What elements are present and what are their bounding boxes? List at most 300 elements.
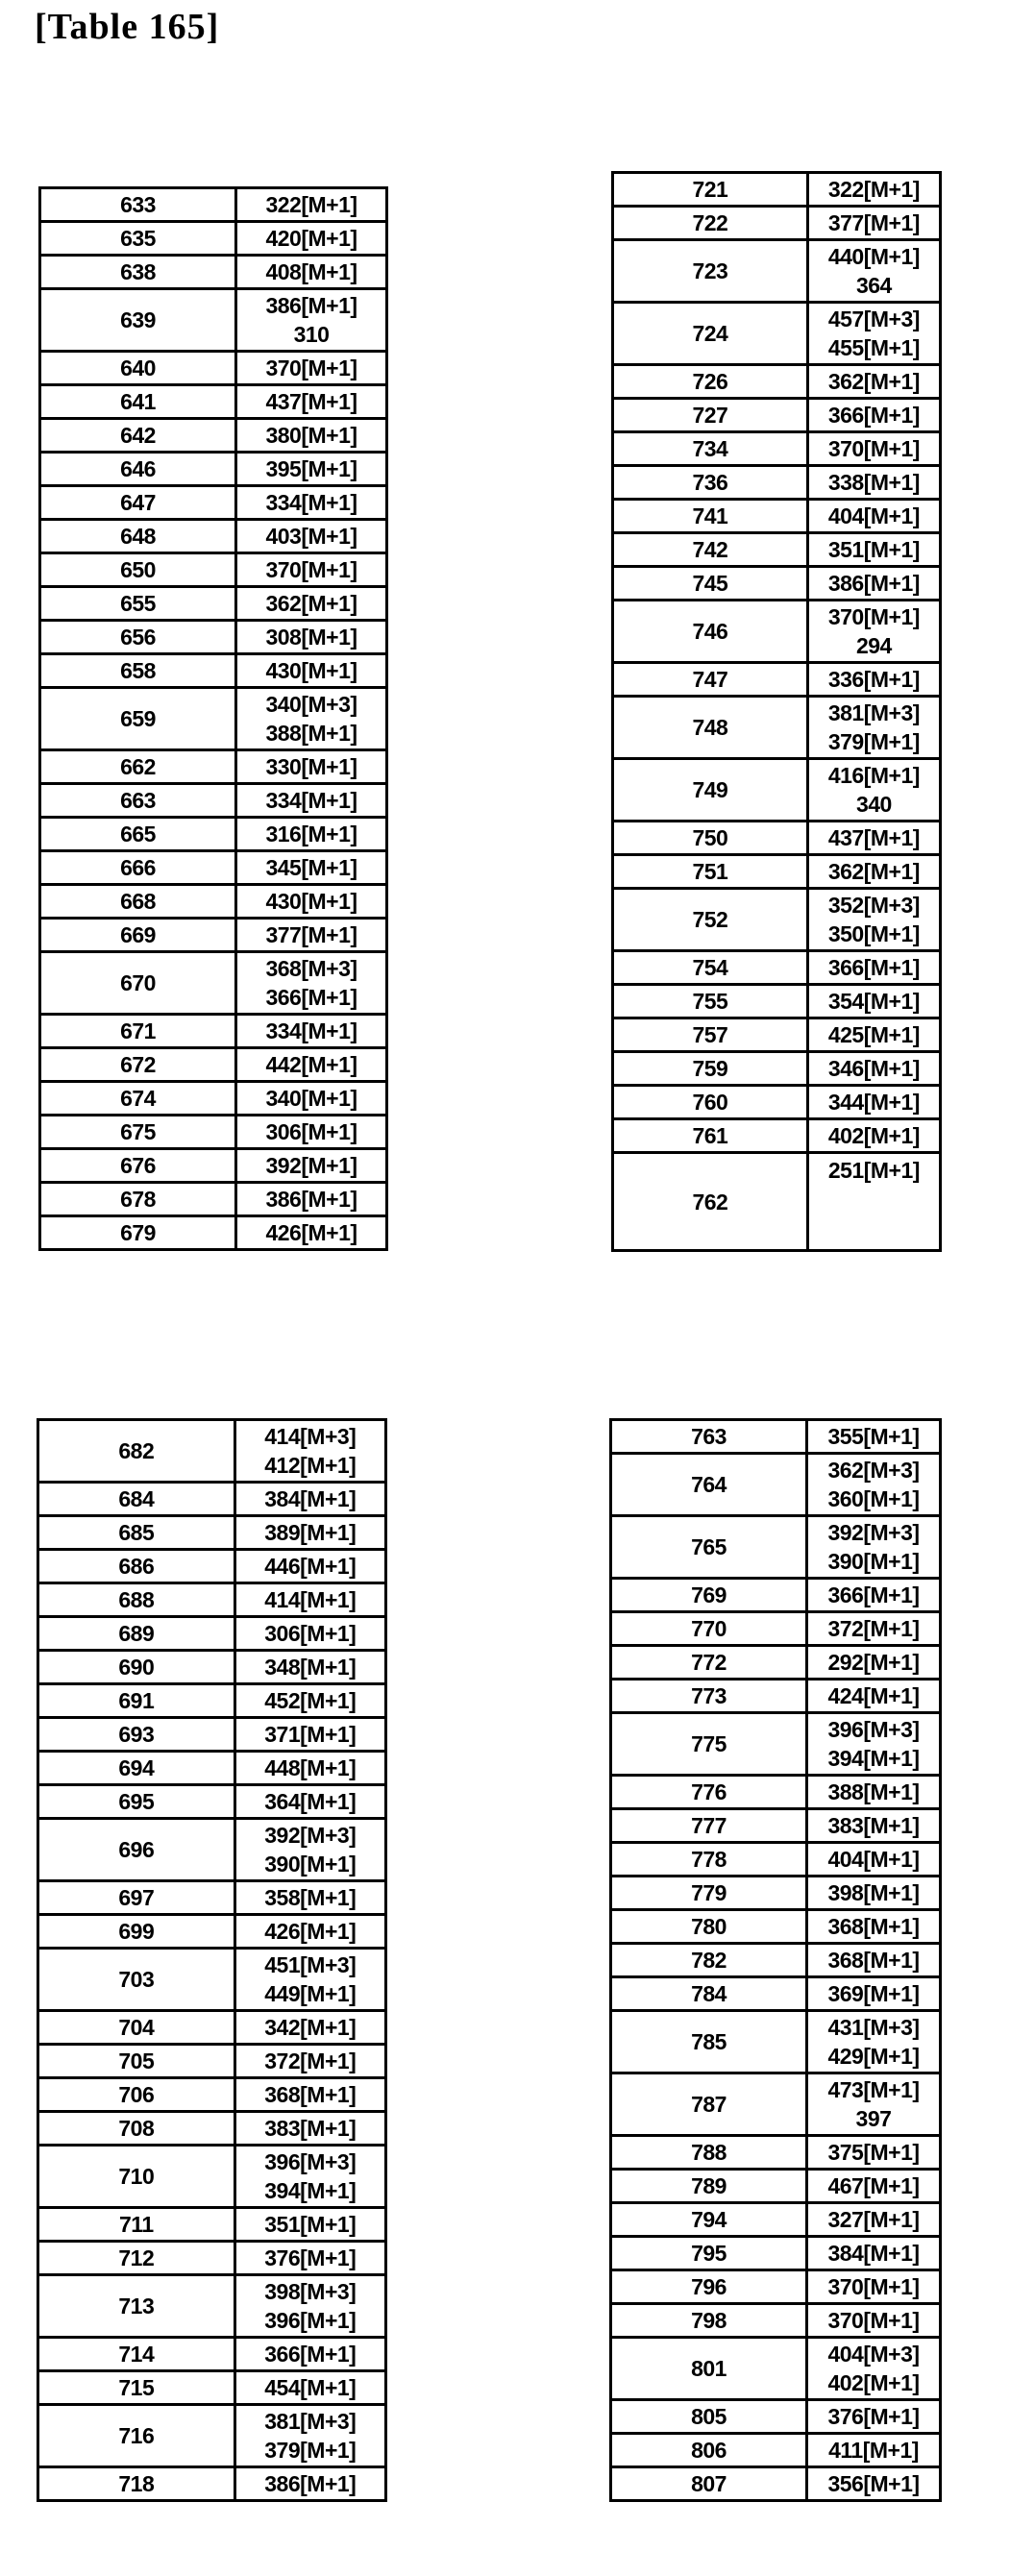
table-row	[614, 534, 939, 568]
mass-peak-cell: 451[M+3] 449[M+1]	[264, 1952, 357, 2006]
mass-peak-cell: 381[M+3] 379[M+1]	[264, 2409, 357, 2463]
compound-number-cell: 674	[41, 1083, 237, 1114]
compound-number-cell: 763	[612, 1421, 808, 1452]
table-row	[614, 601, 939, 664]
mass-peak-cell: 316[M+1]	[265, 822, 357, 846]
compound-number-cell: 648	[41, 521, 237, 552]
table-row	[614, 568, 939, 601]
compound-number-cell: 716	[39, 2406, 236, 2466]
compound-number-cell: 686	[39, 1551, 236, 1582]
compound-number-cell: 647	[41, 487, 237, 518]
mass-peak-cell: 354[M+1]	[827, 989, 920, 1014]
table-row	[39, 2276, 384, 2339]
mass-peak-cell: 355[M+1]	[827, 1424, 920, 1449]
data-table-top-left	[38, 186, 388, 1251]
mass-peak-cell: 398[M+3] 396[M+1]	[264, 2279, 357, 2333]
mass-peak-cell: 392[M+3] 390[M+1]	[264, 1823, 357, 1877]
table-row	[612, 1945, 939, 1978]
mass-peak-cell: 352[M+3] 350[M+1]	[827, 893, 920, 946]
compound-number-cell: 778	[612, 1844, 808, 1875]
table-row	[41, 1150, 385, 1184]
compound-number-cell: 689	[39, 1618, 236, 1649]
compound-number-cell: 650	[41, 554, 237, 585]
compound-number-cell: 762	[614, 1154, 809, 1249]
compound-number-cell: 658	[41, 655, 237, 686]
mass-peak-cell: 392[M+1]	[265, 1153, 357, 1178]
mass-peak-cell: 306[M+1]	[264, 1621, 357, 1646]
table-row	[39, 1618, 384, 1652]
mass-peak-cell: 437[M+1]	[827, 825, 920, 850]
compound-number-cell: 693	[39, 1719, 236, 1750]
mass-peak-cell: 351[M+1]	[264, 2212, 357, 2237]
compound-number-cell: 662	[41, 751, 237, 782]
table-row	[41, 655, 385, 689]
mass-peak-cell: 388[M+1]	[827, 1779, 920, 1804]
compound-number-cell: 789	[612, 2171, 808, 2201]
compound-number-cell: 759	[614, 1053, 809, 1084]
table-row	[39, 2079, 384, 2113]
mass-peak-cell: 381[M+3] 379[M+1]	[827, 700, 920, 754]
compound-number-cell: 777	[612, 1810, 808, 1841]
table-row	[614, 400, 939, 433]
mass-peak-cell: 425[M+1]	[827, 1022, 920, 1047]
table-row	[41, 689, 385, 751]
mass-peak-cell: 348[M+1]	[264, 1655, 357, 1680]
table-row	[41, 223, 385, 257]
compound-number-cell: 806	[612, 2435, 808, 2466]
compound-number-cell: 688	[39, 1584, 236, 1615]
table-row	[612, 1455, 939, 1517]
compound-number-cell: 663	[41, 785, 237, 816]
table-row	[41, 920, 385, 953]
table-row	[39, 2406, 384, 2468]
mass-peak-cell: 383[M+1]	[264, 2116, 357, 2141]
compound-number-cell: 726	[614, 366, 809, 397]
table-row	[41, 454, 385, 487]
mass-peak-cell: 392[M+3] 390[M+1]	[827, 1520, 920, 1574]
mass-peak-cell: 340[M+1]	[265, 1086, 357, 1111]
table-row	[41, 886, 385, 920]
compound-number-cell: 787	[612, 2074, 808, 2134]
compound-number-cell: 646	[41, 454, 237, 484]
compound-number-cell: 779	[612, 1877, 808, 1908]
table-row	[39, 1484, 384, 1517]
mass-peak-cell: 408[M+1]	[265, 259, 357, 284]
compound-number-cell: 712	[39, 2243, 236, 2273]
compound-number-cell: 670	[41, 953, 237, 1013]
mass-peak-cell: 364[M+1]	[264, 1789, 357, 1814]
mass-peak-cell: 358[M+1]	[264, 1885, 357, 1910]
compound-number-cell: 751	[614, 856, 809, 887]
mass-peak-cell: 366[M+1]	[264, 2342, 357, 2367]
table-row	[39, 2339, 384, 2372]
mass-peak-cell: 362[M+1]	[827, 859, 920, 884]
table-row	[41, 521, 385, 554]
mass-peak-cell: 356[M+1]	[827, 2471, 920, 2496]
mass-peak-cell: 403[M+1]	[265, 524, 357, 549]
table-row	[612, 2271, 939, 2305]
mass-peak-cell: 342[M+1]	[264, 2015, 357, 2040]
mass-peak-cell: 473[M+1] 397	[827, 2077, 920, 2131]
mass-peak-cell: 366[M+1]	[827, 955, 920, 980]
mass-peak-cell: 330[M+1]	[265, 754, 357, 779]
mass-peak-cell: 386[M+1]	[265, 1187, 357, 1212]
mass-peak-cell: 251[M+1]	[827, 1158, 920, 1183]
mass-peak-cell: 414[M+1]	[264, 1587, 357, 1612]
table-row	[41, 953, 385, 1016]
compound-number-cell: 770	[612, 1613, 808, 1644]
mass-peak-cell: 376[M+1]	[264, 2245, 357, 2270]
table-row	[39, 2046, 384, 2079]
table-row	[614, 890, 939, 952]
table-row	[41, 1049, 385, 1083]
mass-peak-cell: 366[M+1]	[827, 403, 920, 428]
table-row	[612, 2137, 939, 2171]
mass-peak-cell: 414[M+3] 412[M+1]	[264, 1424, 357, 1478]
mass-peak-cell: 398[M+1]	[827, 1880, 920, 1905]
data-table-top-right	[611, 171, 942, 1252]
table-row	[41, 257, 385, 290]
mass-peak-cell: 384[M+1]	[264, 1486, 357, 1511]
table-row	[614, 856, 939, 890]
mass-peak-cell: 372[M+1]	[264, 2049, 357, 2073]
compound-number-cell: 641	[41, 386, 237, 417]
table-row	[39, 1950, 384, 2012]
table-row	[41, 852, 385, 886]
mass-peak-cell: 386[M+1]	[264, 2471, 357, 2496]
table-row	[39, 1517, 384, 1551]
table-row	[41, 588, 385, 622]
compound-number-cell: 697	[39, 1882, 236, 1913]
compound-number-cell: 642	[41, 420, 237, 451]
mass-peak-cell: 389[M+1]	[264, 1520, 357, 1545]
compound-number-cell: 699	[39, 1916, 236, 1947]
compound-number-cell: 723	[614, 241, 809, 301]
compound-number-cell: 696	[39, 1820, 236, 1879]
table-row	[39, 1421, 384, 1484]
compound-number-cell: 682	[39, 1421, 236, 1481]
mass-peak-cell: 440[M+1] 364	[827, 244, 920, 298]
compound-number-cell: 796	[612, 2271, 808, 2302]
table-row	[614, 366, 939, 400]
mass-peak-cell: 404[M+1]	[827, 503, 920, 528]
table-row	[612, 2468, 939, 2499]
mass-peak-cell: 376[M+1]	[827, 2404, 920, 2429]
mass-peak-cell: 377[M+1]	[827, 210, 920, 235]
compound-number-cell: 782	[612, 1945, 808, 1975]
mass-peak-cell: 369[M+1]	[827, 1981, 920, 2006]
table-row	[614, 467, 939, 501]
compound-number-cell: 691	[39, 1685, 236, 1716]
mass-peak-cell: 377[M+1]	[265, 922, 357, 947]
compound-number-cell: 784	[612, 1978, 808, 2009]
table-row	[614, 698, 939, 760]
table-row	[41, 1217, 385, 1248]
table-row	[612, 1647, 939, 1681]
table-row	[612, 1681, 939, 1714]
data-table-bottom-left	[37, 1418, 387, 2502]
table-row	[39, 1820, 384, 1882]
compound-number-cell: 694	[39, 1753, 236, 1783]
compound-number-cell: 710	[39, 2147, 236, 2206]
compound-number-cell: 776	[612, 1777, 808, 1807]
table-row	[612, 1877, 939, 1911]
mass-peak-cell: 346[M+1]	[827, 1056, 920, 1081]
mass-peak-cell: 457[M+3] 455[M+1]	[827, 307, 920, 360]
table-row	[614, 433, 939, 467]
table-row	[614, 760, 939, 822]
compound-number-cell: 754	[614, 952, 809, 983]
table-row	[39, 2209, 384, 2243]
table-row	[39, 1551, 384, 1584]
compound-number-cell: 715	[39, 2372, 236, 2403]
mass-peak-cell: 340[M+3] 388[M+1]	[265, 692, 357, 746]
compound-number-cell: 742	[614, 534, 809, 565]
mass-peak-cell: 467[M+1]	[827, 2173, 920, 2198]
mass-peak-cell: 322[M+1]	[265, 192, 357, 217]
compound-number-cell: 727	[614, 400, 809, 430]
compound-number-cell: 749	[614, 760, 809, 820]
compound-number-cell: 679	[41, 1217, 237, 1248]
table-row	[39, 1916, 384, 1950]
table-row	[41, 386, 385, 420]
mass-peak-cell: 366[M+1]	[827, 1582, 920, 1607]
table-row	[41, 622, 385, 655]
mass-peak-cell: 351[M+1]	[827, 537, 920, 562]
table-row	[612, 2339, 939, 2401]
compound-number-cell: 695	[39, 1786, 236, 1817]
mass-peak-cell: 454[M+1]	[264, 2375, 357, 2400]
mass-peak-cell: 431[M+3] 429[M+1]	[827, 2015, 920, 2069]
compound-number-cell: 713	[39, 2276, 236, 2336]
mass-peak-cell: 426[M+1]	[264, 1919, 357, 1944]
compound-number-cell: 734	[614, 433, 809, 464]
mass-peak-cell: 327[M+1]	[827, 2207, 920, 2232]
table-row	[612, 1421, 939, 1455]
compound-number-cell: 666	[41, 852, 237, 883]
table-row	[41, 1116, 385, 1150]
compound-number-cell: 747	[614, 664, 809, 695]
table-row	[41, 819, 385, 852]
mass-peak-cell: 368[M+1]	[827, 1914, 920, 1939]
mass-peak-cell: 383[M+1]	[827, 1813, 920, 1838]
compound-number-cell: 795	[612, 2238, 808, 2269]
compound-number-cell: 718	[39, 2468, 236, 2499]
compound-number-cell: 741	[614, 501, 809, 531]
table-row	[41, 1016, 385, 1049]
table-row	[39, 1786, 384, 1820]
table-row	[614, 1120, 939, 1154]
compound-number-cell: 675	[41, 1116, 237, 1147]
mass-peak-cell: 338[M+1]	[827, 470, 920, 495]
mass-peak-cell: 344[M+1]	[827, 1090, 920, 1115]
compound-number-cell: 755	[614, 986, 809, 1017]
table-row	[39, 2372, 384, 2406]
compound-number-cell: 668	[41, 886, 237, 917]
table-row	[41, 487, 385, 521]
compound-number-cell: 752	[614, 890, 809, 949]
mass-peak-cell: 437[M+1]	[265, 389, 357, 414]
table-row	[41, 420, 385, 454]
mass-peak-cell: 404[M+3] 402[M+1]	[827, 2342, 920, 2395]
compound-number-cell: 678	[41, 1184, 237, 1214]
table-row	[39, 1685, 384, 1719]
table-row	[612, 1810, 939, 1844]
table-row	[41, 751, 385, 785]
compound-number-cell: 635	[41, 223, 237, 254]
compound-number-cell: 746	[614, 601, 809, 661]
table-row	[612, 1777, 939, 1810]
compound-number-cell: 748	[614, 698, 809, 757]
table-row	[612, 2012, 939, 2074]
table-row	[612, 1844, 939, 1877]
mass-peak-cell: 370[M+1]	[827, 436, 920, 461]
compound-number-cell: 798	[612, 2305, 808, 2336]
mass-peak-cell: 402[M+1]	[827, 1123, 920, 1148]
table-row	[612, 1613, 939, 1647]
compound-number-cell: 785	[612, 2012, 808, 2072]
table-row	[612, 1517, 939, 1580]
mass-peak-cell: 345[M+1]	[265, 855, 357, 880]
mass-peak-cell: 426[M+1]	[265, 1220, 357, 1245]
compound-number-cell: 706	[39, 2079, 236, 2110]
table-row	[612, 2401, 939, 2435]
table-row	[41, 554, 385, 588]
compound-number-cell: 633	[41, 189, 237, 220]
mass-peak-cell: 446[M+1]	[264, 1554, 357, 1579]
compound-number-cell: 676	[41, 1150, 237, 1181]
mass-peak-cell: 380[M+1]	[265, 423, 357, 448]
compound-number-cell: 659	[41, 689, 237, 748]
compound-number-cell: 773	[612, 1681, 808, 1711]
table-row	[612, 1714, 939, 1777]
compound-number-cell: 690	[39, 1652, 236, 1682]
table-row	[612, 2204, 939, 2238]
table-row	[612, 2171, 939, 2204]
compound-number-cell: 671	[41, 1016, 237, 1046]
mass-peak-cell: 386[M+1]	[827, 571, 920, 596]
compound-number-cell: 769	[612, 1580, 808, 1610]
mass-peak-cell: 362[M+3] 360[M+1]	[827, 1458, 920, 1511]
table-row	[614, 174, 939, 208]
table-row	[41, 1184, 385, 1217]
compound-number-cell: 640	[41, 353, 237, 383]
compound-number-cell: 665	[41, 819, 237, 849]
compound-number-cell: 794	[612, 2204, 808, 2235]
compound-number-cell: 639	[41, 290, 237, 350]
compound-number-cell: 708	[39, 2113, 236, 2144]
table-row	[41, 290, 385, 353]
compound-number-cell: 801	[612, 2339, 808, 2398]
mass-peak-cell: 306[M+1]	[265, 1119, 357, 1144]
mass-peak-cell: 442[M+1]	[265, 1052, 357, 1077]
compound-number-cell: 672	[41, 1049, 237, 1080]
compound-number-cell: 704	[39, 2012, 236, 2043]
compound-number-cell: 669	[41, 920, 237, 950]
mass-peak-cell: 452[M+1]	[264, 1688, 357, 1713]
mass-peak-cell: 396[M+3] 394[M+1]	[827, 1717, 920, 1771]
mass-peak-cell: 430[M+1]	[265, 658, 357, 683]
mass-peak-cell: 404[M+1]	[827, 1847, 920, 1872]
mass-peak-cell: 334[M+1]	[265, 490, 357, 515]
mass-peak-cell: 368[M+3] 366[M+1]	[265, 956, 357, 1010]
table-row	[39, 2243, 384, 2276]
compound-number-cell: 745	[614, 568, 809, 599]
mass-peak-cell: 308[M+1]	[265, 625, 357, 650]
compound-number-cell: 714	[39, 2339, 236, 2369]
compound-number-cell: 757	[614, 1019, 809, 1050]
table-row	[612, 2238, 939, 2271]
mass-peak-cell: 371[M+1]	[264, 1722, 357, 1747]
table-row	[612, 2074, 939, 2137]
table-row	[614, 664, 939, 698]
table-row	[39, 2147, 384, 2209]
table-row	[612, 2305, 939, 2339]
table-row	[614, 822, 939, 856]
table-row	[39, 1753, 384, 1786]
compound-number-cell: 724	[614, 304, 809, 363]
mass-peak-cell: 322[M+1]	[827, 177, 920, 202]
table-row	[41, 1083, 385, 1116]
mass-peak-cell: 334[M+1]	[265, 1018, 357, 1043]
compound-number-cell: 765	[612, 1517, 808, 1577]
compound-number-cell: 807	[612, 2468, 808, 2499]
table-row	[614, 1053, 939, 1087]
mass-peak-cell: 368[M+1]	[264, 2082, 357, 2107]
mass-peak-cell: 370[M+1]	[827, 2274, 920, 2299]
table-row	[39, 2113, 384, 2147]
table-row	[41, 785, 385, 819]
compound-number-cell: 750	[614, 822, 809, 853]
mass-peak-cell: 292[M+1]	[827, 1650, 920, 1675]
mass-peak-cell: 386[M+1] 310	[265, 293, 357, 347]
mass-peak-cell: 362[M+1]	[827, 369, 920, 394]
mass-peak-cell: 384[M+1]	[827, 2241, 920, 2266]
mass-peak-cell: 395[M+1]	[265, 456, 357, 481]
table-row	[612, 1580, 939, 1613]
mass-peak-cell: 372[M+1]	[827, 1616, 920, 1641]
mass-peak-cell: 370[M+1]	[827, 2308, 920, 2333]
compound-number-cell: 655	[41, 588, 237, 619]
compound-number-cell: 788	[612, 2137, 808, 2168]
table-row	[41, 353, 385, 386]
compound-number-cell: 703	[39, 1950, 236, 2009]
compound-number-cell: 684	[39, 1484, 236, 1514]
table-row	[612, 2435, 939, 2468]
compound-number-cell: 761	[614, 1120, 809, 1151]
mass-peak-cell: 370[M+1]	[265, 356, 357, 380]
compound-number-cell: 705	[39, 2046, 236, 2076]
table-row	[614, 1087, 939, 1120]
compound-number-cell: 638	[41, 257, 237, 287]
mass-peak-cell: 448[M+1]	[264, 1755, 357, 1780]
compound-number-cell: 780	[612, 1911, 808, 1942]
table-row	[614, 986, 939, 1019]
mass-peak-cell: 370[M+1] 294	[827, 604, 920, 658]
compound-number-cell: 764	[612, 1455, 808, 1514]
table-row	[614, 304, 939, 366]
table-row	[41, 189, 385, 223]
mass-peak-cell: 396[M+3] 394[M+1]	[264, 2149, 357, 2203]
mass-peak-cell: 336[M+1]	[827, 667, 920, 692]
table-row	[39, 1882, 384, 1916]
compound-number-cell: 722	[614, 208, 809, 238]
mass-peak-cell: 411[M+1]	[828, 2438, 919, 2463]
compound-number-cell: 775	[612, 1714, 808, 1774]
table-row	[39, 1584, 384, 1618]
table-row	[612, 1978, 939, 2012]
table-row	[614, 1019, 939, 1053]
